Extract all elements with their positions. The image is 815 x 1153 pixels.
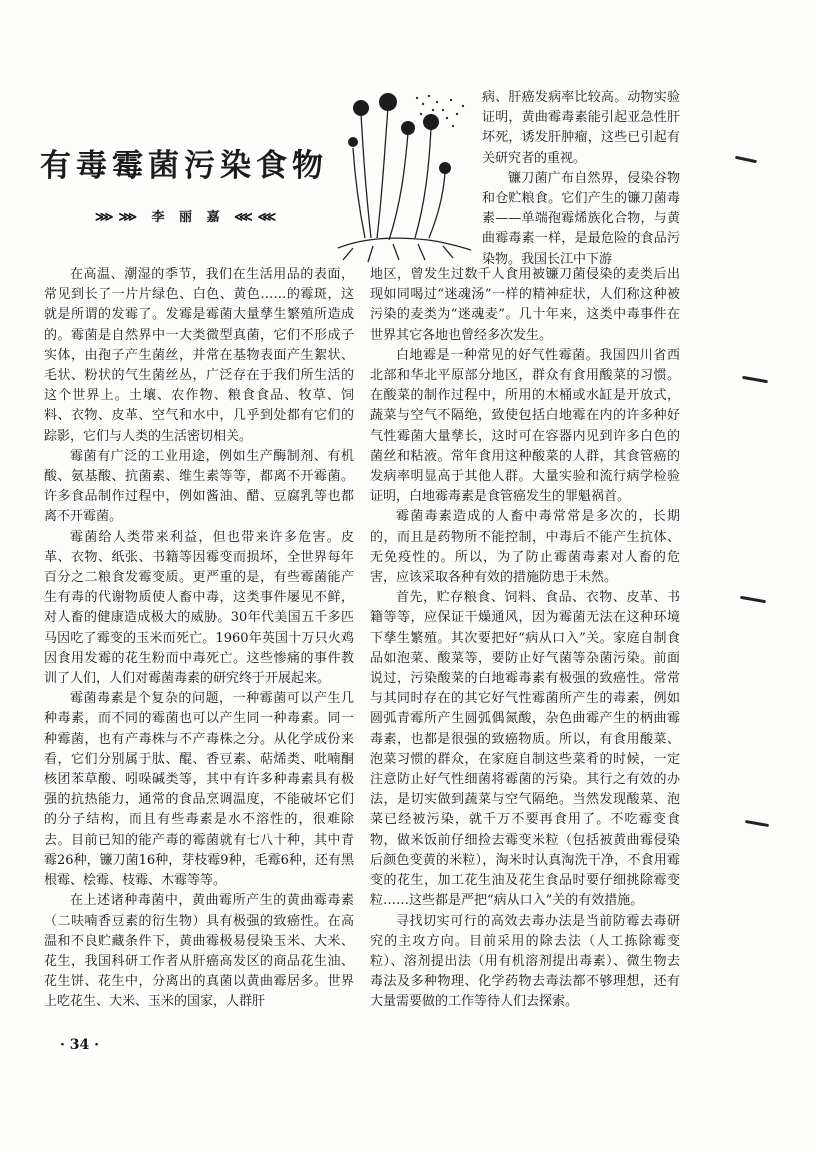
paragraph: 镰刀菌广布自然界，侵染谷物和仓贮粮食。它们产生的镰刀菌毒素——单端孢霉烯族化合物，与黄曲霉毒素一样，是最危险的食品污染物。我国长江中下游	[482, 170, 680, 267]
paragraph: 寻找切实可行的高效去毒办法是当前防霉去毒研究的主攻方向。目前采用的除去法（人工拣除霉变粒）、溶剂提出法（用有机溶剂提出毒素）、微生物去毒法及多种物理、化学药物去毒法都不够理想，还有大量需要做的工作等待人们去探索。	[370, 913, 680, 1010]
margin-mark	[742, 376, 768, 383]
author-name: 李 丽 嘉	[151, 210, 225, 225]
paragraph: 白地霉是一种常见的好气性霉菌。我国四川省西北部和华北平原部分地区，群众有食用酸菜的习惯。在酸菜的制作过程中，所用的木桶或水缸是开放式，蔬菜与空气不隔绝，致使包括白地霉在内的许多种好气性霉菌大量孳长，这时可在容器内见到许多白色的菌丝和粘液。常年食用这种酸菜的人群，其食管癌的发病率明显高于其他人群。大量实验和流行病学检验证明，白地霉毒素是食管癌发生的罪魁祸首。	[370, 347, 680, 505]
margin-mark	[740, 596, 766, 603]
paragraph: 地区，曾发生过数千人食用被镰刀菌侵染的麦类后出现如同喝过“迷魂汤”一样的精神症状，人们称这种被污染的麦类为“迷魂麦”。几十年来，这类中毒事件在世界其它各地也曾经多次发生。	[370, 267, 680, 343]
top-right-column	[482, 88, 680, 270]
left-column	[44, 265, 354, 1013]
paragraph: 霉菌毒素是个复杂的问题，一种霉菌可以产生几种毒素，而不同的霉菌也可以产生同一种毒素。同一种霉菌，也有产毒株与不产毒株之分。从化学成份来看，它们分别属于肽、醌、香豆素、萜烯类、吡喃酮核团苯草酸、吲哚碱类等，其中有许多种毒素具有极强的抗热能力，通常的食品烹调温度，不能破坏它们的分子结构，而且有些毒素是水不溶性的，很难除去。目前已知的能产毒的霉菌就有七八十种，其中青霉26种，镰刀菌16种，芽枝霉9种，毛霉6种，还有黑根霉、桧霉、枝霉、木霉等等。	[44, 691, 354, 889]
paragraph: 霉菌毒素造成的人畜中毒常常是多次的，长期的，而且是药物所不能控制，中毒后不能产生抗体、无免疫性的。所以，为了防止霉菌毒素对人畜的危害，应该采取各种有效的措施防患于未然。	[370, 509, 680, 586]
paragraph: 霉菌给人类带来利益，但也带来许多危害。皮革、衣物、纸张、书籍等因霉变而损坏，全世界每年百分之二粮食发霉变质。更严重的是，有些霉菌能产生有毒的代谢物质使人畜中毒，这类事件屡见不鲜，对人畜的健康造成极大的威胁。30年代美国五千多匹马因吃了霉变的玉米而死亡。1960年英国十万只火鸡因食用发霉的花生粉而中毒死亡。这些惨痛的事件教训了人们，人们对霉菌毒素的研究终于开展起来。	[44, 529, 354, 687]
right-column	[370, 265, 680, 1013]
paragraph: 霉菌有广泛的工业用途，例如生产酶制剂、有机酸、氨基酸、抗菌素、维生素等等，都离不开霉菌。许多食品制作过程中，例如酱油、醋、豆腐乳等也都离不开霉菌。	[44, 448, 354, 525]
author-ornament-right: ⋘⋘	[224, 210, 282, 225]
article-author	[95, 206, 281, 225]
margin-mark	[735, 156, 757, 164]
article-title: 有毒霉菌污染食物	[40, 148, 328, 184]
margin-mark	[745, 820, 769, 827]
paragraph: 在高温、潮湿的季节，我们在生活用品的表面，常见到长了一片片绿色、白色、黄色……的霉斑，这就是所谓的发霉了。发霉是霉菌大量孳生繁殖所造成的。霉菌是自然界中一大类微型真菌，它们不形成子实体，由孢子产生菌丝，并常在基物表面产生絮状、毛状、粉状的气生菌丝丛，广泛存在于我们所生活的这个世界上。土壤、农作物、粮食食品、牧草、饲料、衣物、皮革、空气和水中，几乎到处都有它们的踪影，它们与人类的生活密切相关。	[44, 267, 354, 444]
paragraph: 在上述诸种毒菌中，黄曲霉所产生的黄曲霉毒素（二呋喃香豆素的衍生物）具有极强的致癌性。在高温和不良贮藏条件下，黄曲霉极易侵染玉米、大米、花生，我国科研工作者从肝癌高发区的商品花生油、花生饼、花生中，分离出的真菌以黄曲霉居多。世界上吃花生、大米、玉米的国家，人群肝	[44, 893, 354, 1010]
mold-illustration	[333, 88, 475, 263]
page-number: · 34 ·	[60, 1037, 99, 1053]
paragraph: 病、肝癌发病率比较高。动物实验证明，黄曲霉毒素能引起亚急性肝坏死，诱发肝肿瘤，这些已引起有关研究者的重视。	[482, 90, 680, 166]
paragraph: 首先，贮存粮食、饲料、食品、衣物、皮革、书籍等等，应保证干燥通风，因为霉菌无法在这种环境下孳生繁殖。其次要把好“病从口入”关。家庭自制食品如泡菜、酸菜等，要防止好气菌等杂菌污染。前面说过，污染酸菜的白地霉毒素有极强的致癌性。常常与其同时存在的其它好气性霉菌所产生的毒素，例如圆弧青霉所产生圆弧偶氮酸，杂色曲霉产生的柄曲霉毒素，也都是很强的致癌物质。所以，有食用酸菜、泡菜习惯的群众，在家庭自制这些菜肴的时候，一定注意防止好气性细菌将霉菌的污染。其行之有效的办法，是切实做到蔬菜与空气隔绝。当然发现酸菜、泡菜已经被污染，就千万不要再食用了。不吃霉变食物，做米饭前仔细捡去霉变米粒（包括被黄曲霉侵染后颜色变黄的米粒），淘米时认真淘洗干净，不食用霉变的花生，加工花生油及花生食品时要仔细挑除霉变粒……这些都是严把“病从口入”关的有效措施。	[370, 590, 680, 909]
author-ornament-left: ⋙⋙	[95, 210, 152, 225]
